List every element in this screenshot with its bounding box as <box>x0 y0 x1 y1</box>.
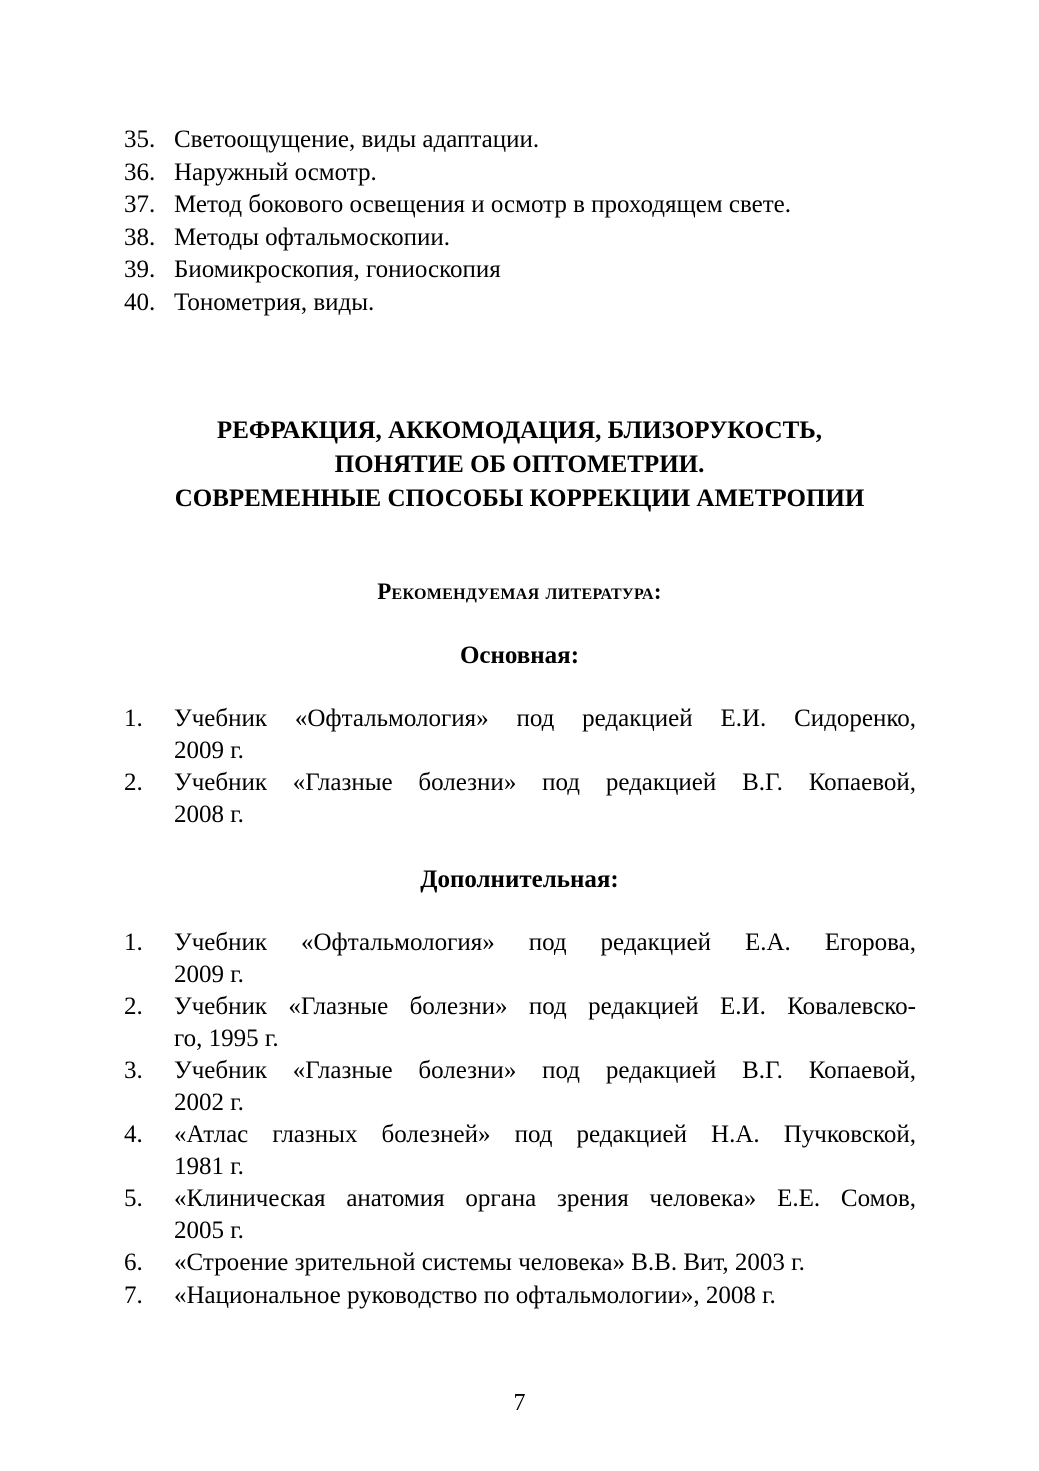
reference-item: 1. Учебник «Офтальмология» под редакцией Е.А. Егорова, 2009 г. <box>124 929 916 988</box>
list-item: 36. Наружный осмотр. <box>124 158 377 186</box>
section-title <box>60 414 979 516</box>
reference-item: 4. «Атлас глазных болезней» под редакцией Н.А. Пучковской, 1981 г. <box>124 1121 916 1180</box>
list-item: 35. Светоощущение, виды адаптации. <box>124 126 540 153</box>
main-reference-list <box>124 703 916 831</box>
list-item: 37. Метод бокового освещения и осмотр в проходящем свете. <box>124 191 791 218</box>
list-item: 40. Тонометрия, виды. <box>124 288 375 316</box>
extra-reference-list <box>124 927 916 1312</box>
extra-literature-heading: Дополнительная: <box>420 866 619 893</box>
reference-item: 5. «Клиническая анатомия органа зрения человека» Е.Е. Сомов, 2005 г. <box>124 1185 916 1244</box>
reference-item: 7. «Национальное руководство по офтальмологии», 2008 г. <box>124 1281 776 1309</box>
main-literature-heading: Основная: <box>459 642 580 669</box>
reference-item: 3. Учебник «Глазные болезни» под редакцией В.Г. Копаевой, 2002 г. <box>124 1057 916 1116</box>
literature-label: Рекомендуемая литература: <box>377 579 662 604</box>
page-number: 7 <box>513 1390 526 1416</box>
list-item: 39. Биомикроскопия, гониоскопия <box>124 256 501 283</box>
question-list <box>124 124 924 319</box>
reference-item: 2. Учебник «Глазные болезни» под редакцией Е.И. Ковалевско- го, 1995 г. <box>124 993 916 1052</box>
list-item: 38. Методы офтальмоскопии. <box>124 223 451 251</box>
section-title-line: ПОНЯТИЕ ОБ ОПТОМЕТРИИ. <box>334 451 705 478</box>
section-title-line: РЕФРАКЦИЯ, АККОМОДАЦИЯ, БЛИЗОРУКОСТЬ, <box>216 417 823 444</box>
section-title-line: СОВРЕМЕННЫЕ СПОСОБЫ КОРРЕКЦИИ АМЕТРОПИИ <box>174 485 865 512</box>
reference-item: 1. Учебник «Офтальмология» под редакцией Е.И. Сидоренко, 2009 г. <box>124 705 916 764</box>
reference-item: 6. «Строение зрительной системы человека» В.В. Вит, 2003 г. <box>124 1249 805 1276</box>
reference-item: 2. Учебник «Глазные болезни» под редакцией В.Г. Копаевой, 2008 г. <box>124 769 916 828</box>
